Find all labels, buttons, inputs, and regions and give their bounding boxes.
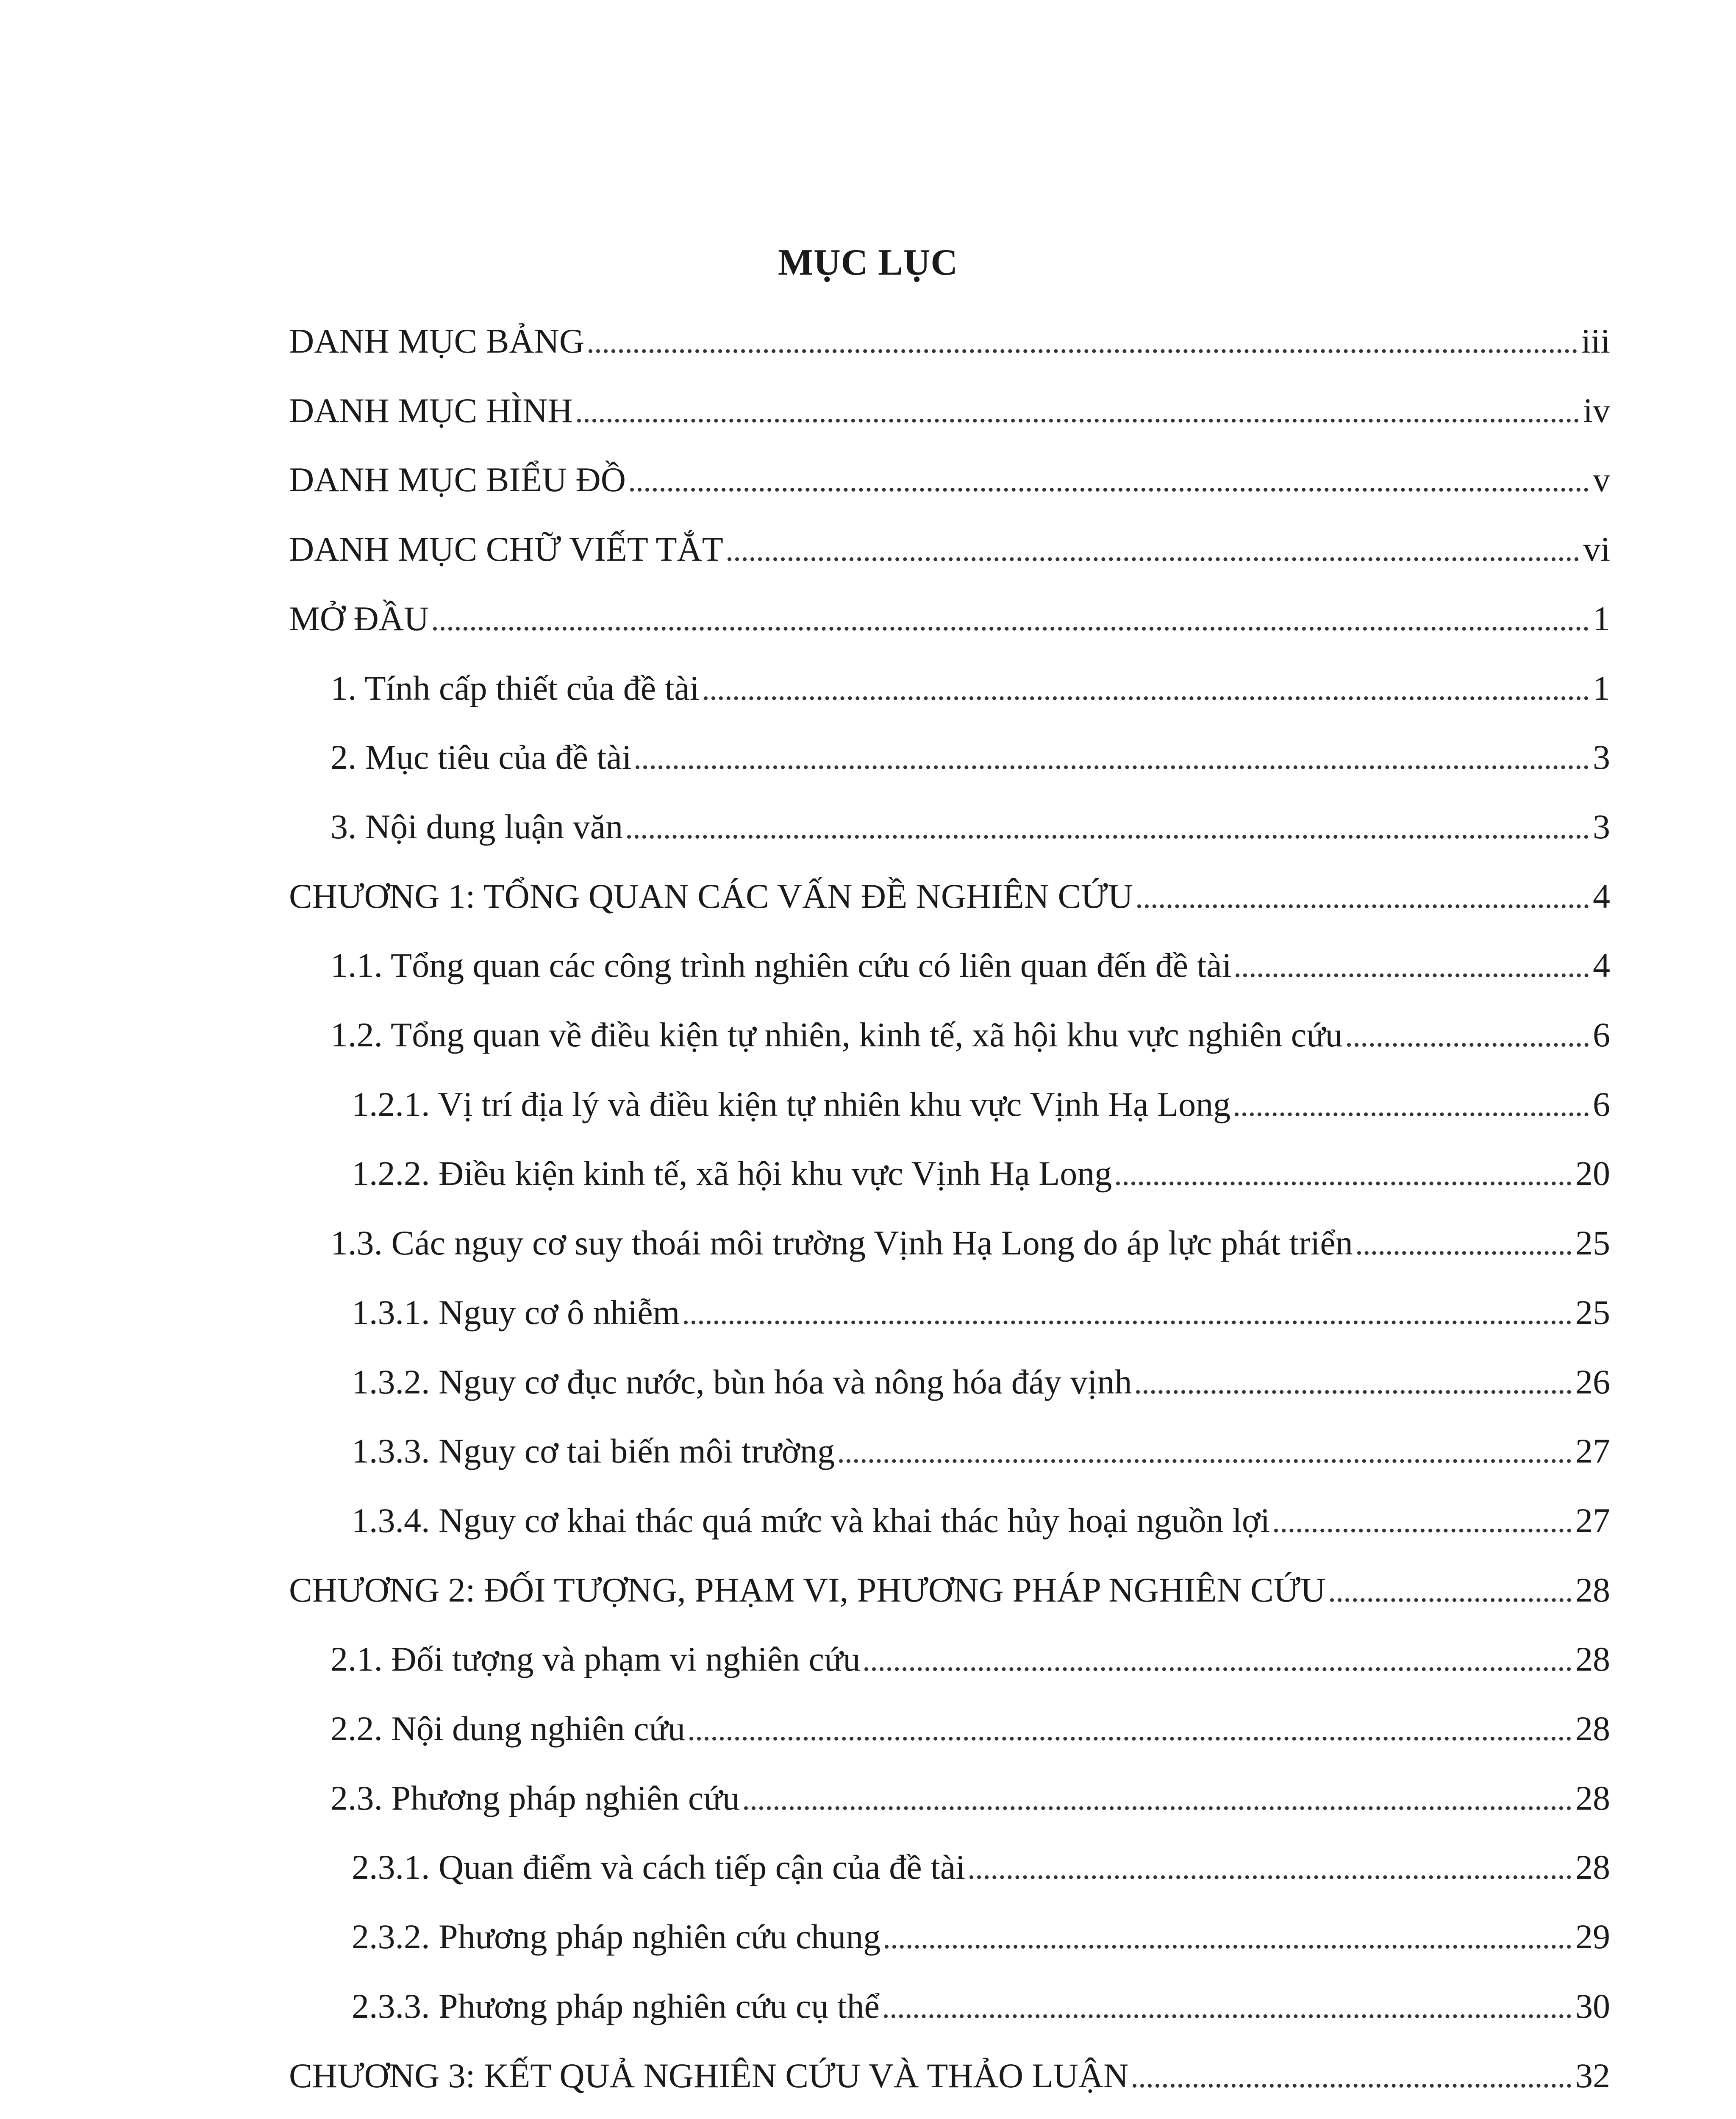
toc-entry-label: 2.1. Đối tượng và phạm vi nghiên cứu: [331, 1640, 861, 1678]
toc-entry-page: vi: [1583, 530, 1610, 568]
toc-entry[interactable]: [352, 1144, 1610, 1195]
toc-entry-label: 1.3. Các nguy cơ suy thoái môi trường Vịnh Hạ Long do áp lực phát triển: [331, 1224, 1353, 1262]
toc-dot-leader: [1136, 1390, 1571, 1394]
toc-entry-label: 1.3.4. Nguy cơ khai thác quá mức và khai thác hủy hoại nguồn lợi: [352, 1501, 1270, 1540]
toc-entry[interactable]: [352, 1491, 1610, 1542]
toc-entry-page: 28: [1575, 1709, 1610, 1748]
toc-dot-leader: [1357, 1251, 1571, 1255]
toc-entry-label: 1.3.2. Nguy cơ đục nước, bùn hóa và nông hóa đáy vịnh: [352, 1363, 1132, 1401]
toc-entry[interactable]: [289, 867, 1610, 918]
toc-entry[interactable]: [331, 659, 1610, 709]
toc-dot-leader: [684, 1321, 1571, 1324]
toc-dot-leader: [689, 1737, 1571, 1741]
toc-entry-page: 28: [1575, 1640, 1610, 1678]
toc-dot-leader: [884, 2014, 1571, 2018]
toc-dot-leader: [1236, 973, 1589, 977]
toc-dot-leader: [1235, 1112, 1589, 1116]
toc-entry-label: 1.3.1. Nguy cơ ô nhiễm: [352, 1293, 680, 1332]
toc-entry-page: 28: [1575, 1848, 1610, 1886]
toc-entry[interactable]: [352, 1907, 1610, 1958]
toc-entry[interactable]: [331, 936, 1610, 987]
toc-entry-label: 2.2. Nội dung nghiên cứu: [331, 1709, 686, 1748]
toc-entry-label: 2.3.2. Phương pháp nghiên cứu chung: [352, 1917, 881, 1956]
toc-entry-page: v: [1593, 460, 1610, 499]
toc-dot-leader: [577, 419, 1579, 423]
toc-entry-label: 1.2. Tổng quan về điều kiện tự nhiên, kinh tế, xã hội khu vực nghiên cứu: [331, 1015, 1343, 1054]
toc-dot-leader: [839, 1459, 1571, 1463]
toc-entry[interactable]: [289, 311, 1610, 362]
toc-entry[interactable]: [289, 450, 1610, 501]
toc-entry[interactable]: [331, 797, 1610, 848]
toc-entry-page: 3: [1593, 738, 1610, 776]
toc-entry-page: 6: [1593, 1015, 1610, 1054]
toc-entry[interactable]: [352, 1838, 1610, 1888]
toc-dot-leader: [627, 835, 1589, 839]
toc-dot-leader: [589, 349, 1577, 353]
toc-entry-label: DANH MỤC BẢNG: [289, 322, 585, 360]
toc-entry[interactable]: [352, 1977, 1610, 2027]
toc-entry-page: 1: [1593, 599, 1610, 638]
toc-entry[interactable]: [331, 1213, 1610, 1264]
toc-entry-page: 29: [1575, 1917, 1610, 1956]
toc-entry-label: CHƯƠNG 2: ĐỐI TƯỢNG, PHẠM VI, PHƯƠNG PHÁP NGHIÊN CỨU: [289, 1571, 1326, 1609]
toc-entry-label: 2.3. Phương pháp nghiên cứu: [331, 1779, 740, 1817]
toc-entry-page: 4: [1593, 946, 1610, 984]
toc-entry-page: 4: [1593, 877, 1610, 915]
toc-entry[interactable]: [352, 1421, 1610, 1472]
toc-entry[interactable]: [331, 1630, 1610, 1680]
toc-dot-leader: [969, 1875, 1571, 1879]
toc-entry-page: 27: [1575, 1432, 1610, 1470]
toc-entry-label: 3. Nội dung luận văn: [331, 807, 623, 846]
toc-entry-label: 1. Tính cấp thiết của đề tài: [331, 669, 700, 707]
toc-entry-label: CHƯƠNG 3: KẾT QUẢ NGHIÊN CỨU VÀ THẢO LUẬN: [289, 2056, 1129, 2095]
toc-entry-label: DANH MỤC BIỂU ĐỒ: [289, 460, 626, 499]
toc-entry-label: CHƯƠNG 1: TỔNG QUAN CÁC VẤN ĐỀ NGHIÊN CỨU: [289, 877, 1133, 915]
toc-entry-page: 32: [1575, 2056, 1610, 2095]
toc-entry-page: 25: [1575, 1224, 1610, 1262]
toc-dot-leader: [1133, 2084, 1571, 2088]
toc-entry[interactable]: [289, 2046, 1610, 2097]
toc-dot-leader: [1274, 1529, 1571, 1532]
toc-entry-label: 1.2.2. Điều kiện kinh tế, xã hội khu vực Vịnh Hạ Long: [352, 1154, 1112, 1193]
toc-entry-page: 6: [1593, 1085, 1610, 1123]
toc-entry-label: 1.1. Tổng quan các công trình nghiên cứu có liên quan đến đề tài: [331, 946, 1232, 984]
toc-entry-page: 1: [1593, 669, 1610, 707]
toc-entry-label: DANH MỤC HÌNH: [289, 391, 573, 430]
toc-dot-leader: [433, 627, 1589, 631]
toc-dot-leader: [744, 1806, 1571, 1810]
toc-dot-leader: [1116, 1182, 1571, 1185]
toc-dot-leader: [704, 696, 1589, 700]
toc-entry[interactable]: [352, 1283, 1610, 1334]
toc-dot-leader: [885, 1945, 1571, 1949]
toc-entry-page: 28: [1575, 1571, 1610, 1609]
toc-entry-label: DANH MỤC CHỮ VIẾT TẮT: [289, 530, 723, 568]
toc-entry[interactable]: [289, 1560, 1610, 1611]
toc-dot-leader: [728, 557, 1579, 561]
toc-entry-page: iii: [1581, 322, 1610, 360]
toc-entry-label: 1.2.1. Vị trí địa lý và điều kiện tự nhiên khu vực Vịnh Hạ Long: [352, 1085, 1231, 1123]
toc-entry[interactable]: [331, 1769, 1610, 1819]
toc-entry-label: 1.3.3. Nguy cơ tai biến môi trường: [352, 1432, 835, 1470]
toc-dot-leader: [636, 765, 1589, 769]
page-title: MỤC LỤC: [778, 242, 958, 283]
toc-entry-label: 2. Mục tiêu của đề tài: [331, 738, 632, 776]
toc-entry[interactable]: [352, 1352, 1610, 1403]
toc-dot-leader: [864, 1667, 1571, 1671]
toc-entry-page: 26: [1575, 1363, 1610, 1401]
toc-dot-leader: [1137, 904, 1589, 908]
toc-entry-page: 25: [1575, 1293, 1610, 1332]
toc-entry-page: 28: [1575, 1779, 1610, 1817]
toc-entry[interactable]: [289, 520, 1610, 570]
toc-dot-leader: [630, 488, 1589, 492]
toc-entry[interactable]: [331, 1699, 1610, 1750]
toc-entry-label: MỞ ĐẦU: [289, 599, 429, 638]
toc-entry-label: 2.3.3. Phương pháp nghiên cứu cụ thể: [352, 1987, 880, 2025]
toc-entry-page: 20: [1575, 1154, 1610, 1193]
toc-entry-page: iv: [1583, 391, 1610, 430]
toc-entry-page: 27: [1575, 1501, 1610, 1540]
toc-entry-page: 30: [1575, 1987, 1610, 2025]
toc-entry[interactable]: [289, 589, 1610, 640]
toc-entry[interactable]: [331, 1005, 1610, 1056]
toc-entry[interactable]: [289, 381, 1610, 432]
toc-entry[interactable]: [331, 728, 1610, 779]
toc-entry-page: 3: [1593, 807, 1610, 846]
toc-dot-leader: [1347, 1043, 1589, 1047]
toc-entry-label: 2.3.1. Quan điểm và cách tiếp cận của đề tài: [352, 1848, 966, 1886]
toc-entry[interactable]: [352, 1075, 1610, 1126]
toc-dot-leader: [1330, 1598, 1571, 1602]
